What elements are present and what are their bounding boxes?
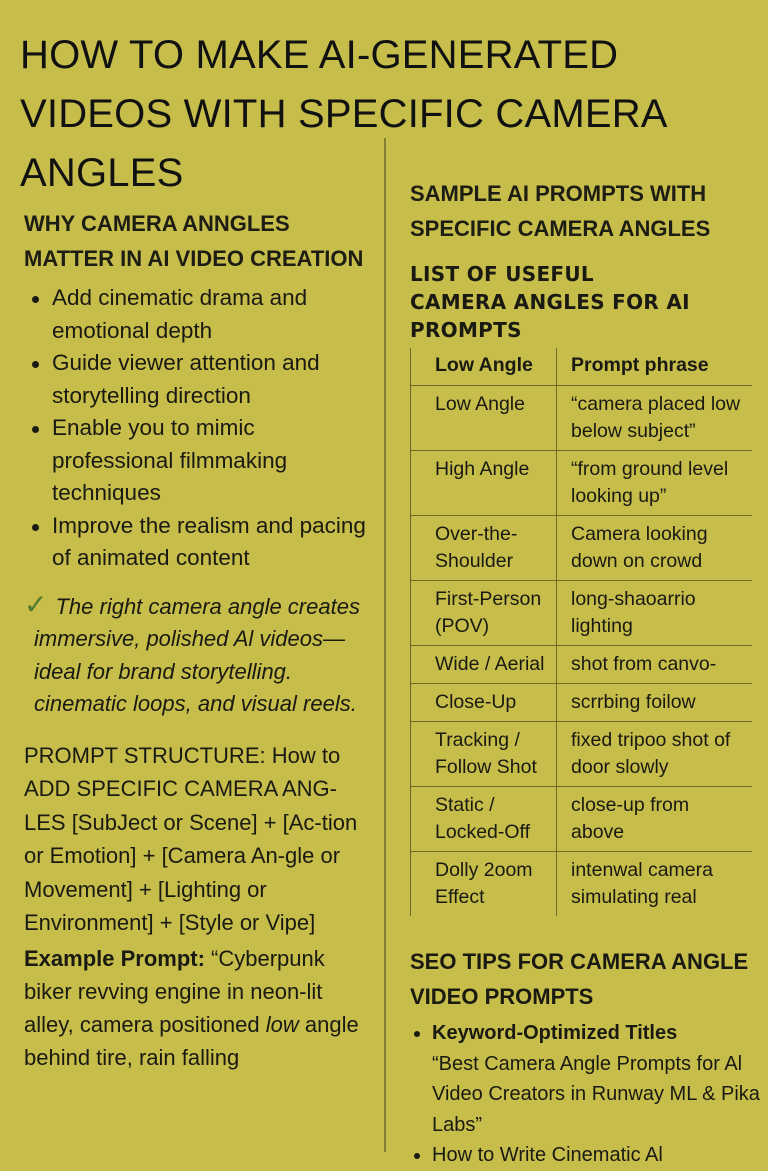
table-row <box>411 516 753 581</box>
phrase-cell: “camera placed low below subject” <box>557 386 753 451</box>
samples-heading: SAMPLE AI PROMPTS WITH SPECIFIC CAMERA ANGLES <box>410 181 711 241</box>
angle-cell: High Angle <box>411 451 557 516</box>
column-header: Low Angle <box>411 348 557 386</box>
table-header-row <box>411 348 753 386</box>
page-title: HOW TO MAKE AI-GENERATED VIDEOS WITH SPECIFIC CAMERA ANGLES <box>20 33 666 195</box>
list-item <box>410 1018 768 1140</box>
callout-text: The right camera angle creates immersive, polished Al videos—ideal for brand storytelling. cinematic loops, and visual reels. <box>34 593 360 716</box>
angle-cell: First-Person (POV) <box>411 581 557 646</box>
check-icon: ✓ <box>24 588 48 620</box>
left-column <box>24 206 376 1074</box>
phrase-cell: scrrbing foilow <box>557 684 753 722</box>
phrase-cell: close-up from above <box>557 787 753 852</box>
table-row <box>411 646 753 684</box>
list-item <box>410 1140 768 1171</box>
table-row <box>411 722 753 787</box>
seo-item-text: How to Write Cinematic Al <box>432 1144 663 1166</box>
why-heading: WHY CAMERA ANNGLES MATTER IN AI VIDEO CREATION <box>24 211 364 271</box>
table-row <box>411 386 753 451</box>
example-tail: angle behind tire, rain falling <box>24 1011 359 1070</box>
angle-cell: Tracking / Follow Shot <box>411 722 557 787</box>
seo-heading: SEO TIPS FOR CAMERA ANGLE VIDEO PROMPTS <box>410 949 749 1009</box>
table-row <box>411 684 753 722</box>
phrase-cell: long-shaoarrio lighting <box>557 581 753 646</box>
table-row <box>411 581 753 646</box>
example-prompt <box>24 942 376 1074</box>
column-header: Prompt phrase <box>557 348 753 386</box>
seo-item-title: Keyword-Optimized Titles <box>432 1022 678 1044</box>
example-label: Example Prompt: <box>24 945 205 971</box>
right-column <box>410 176 768 1171</box>
why-bullet-list <box>24 282 376 575</box>
list-item: Guide viewer attention and storytelling direction <box>24 347 376 412</box>
table-row <box>411 852 753 917</box>
angle-cell: Over-the-Shoulder <box>411 516 557 581</box>
seo-item-text: “Best Camera Angle Prompts for Al Video Creators in Runway ML & Pika Labs” <box>432 1052 760 1136</box>
list-item: Enable you to mimic professional filmmaking techniques <box>24 412 376 510</box>
prompt-structure: PROMPT STRUCTURE: How to ADD SPECIFIC CAMERA ANG-LES [SubJect or Scene] + [Ac-tion or Emotion] + [Camera An-gle or Movement] + [Lighting or Environment] + [Style or Vipe] <box>24 742 358 935</box>
phrase-cell: “from ground level looking up” <box>557 451 753 516</box>
example-italic: low <box>265 1011 299 1037</box>
list-title-line1: LIST OF USEFUL <box>410 262 594 286</box>
seo-list <box>410 1018 768 1171</box>
table-row <box>411 787 753 852</box>
list-title-line2: CAMERA ANGLES FOR AI PROMPTS <box>410 290 690 342</box>
phrase-cell: intenwal camera simulating real <box>557 852 753 917</box>
angle-cell: Wide / Aerial <box>411 646 557 684</box>
phrase-cell: fixed tripoo shot of door slowly <box>557 722 753 787</box>
callout <box>24 589 376 721</box>
phrase-cell: shot from canvo- <box>557 646 753 684</box>
table-row <box>411 451 753 516</box>
example-text: “Cyberpunk biker revving engine in neon-lit alley, camera positioned <box>24 945 325 1037</box>
angle-cell: Close-Up <box>411 684 557 722</box>
camera-angles-table <box>410 348 752 916</box>
angle-cell: Low Angle <box>411 386 557 451</box>
list-item: Improve the realism and pacing of animated content <box>24 510 376 575</box>
angle-cell: Dolly 2oom Effect <box>411 852 557 917</box>
column-divider <box>384 138 386 1152</box>
list-title <box>410 260 768 344</box>
phrase-cell: Camera looking down on crowd <box>557 516 753 581</box>
list-item: Add cinematic drama and emotional depth <box>24 282 376 347</box>
angle-cell: Static / Locked-Off <box>411 787 557 852</box>
